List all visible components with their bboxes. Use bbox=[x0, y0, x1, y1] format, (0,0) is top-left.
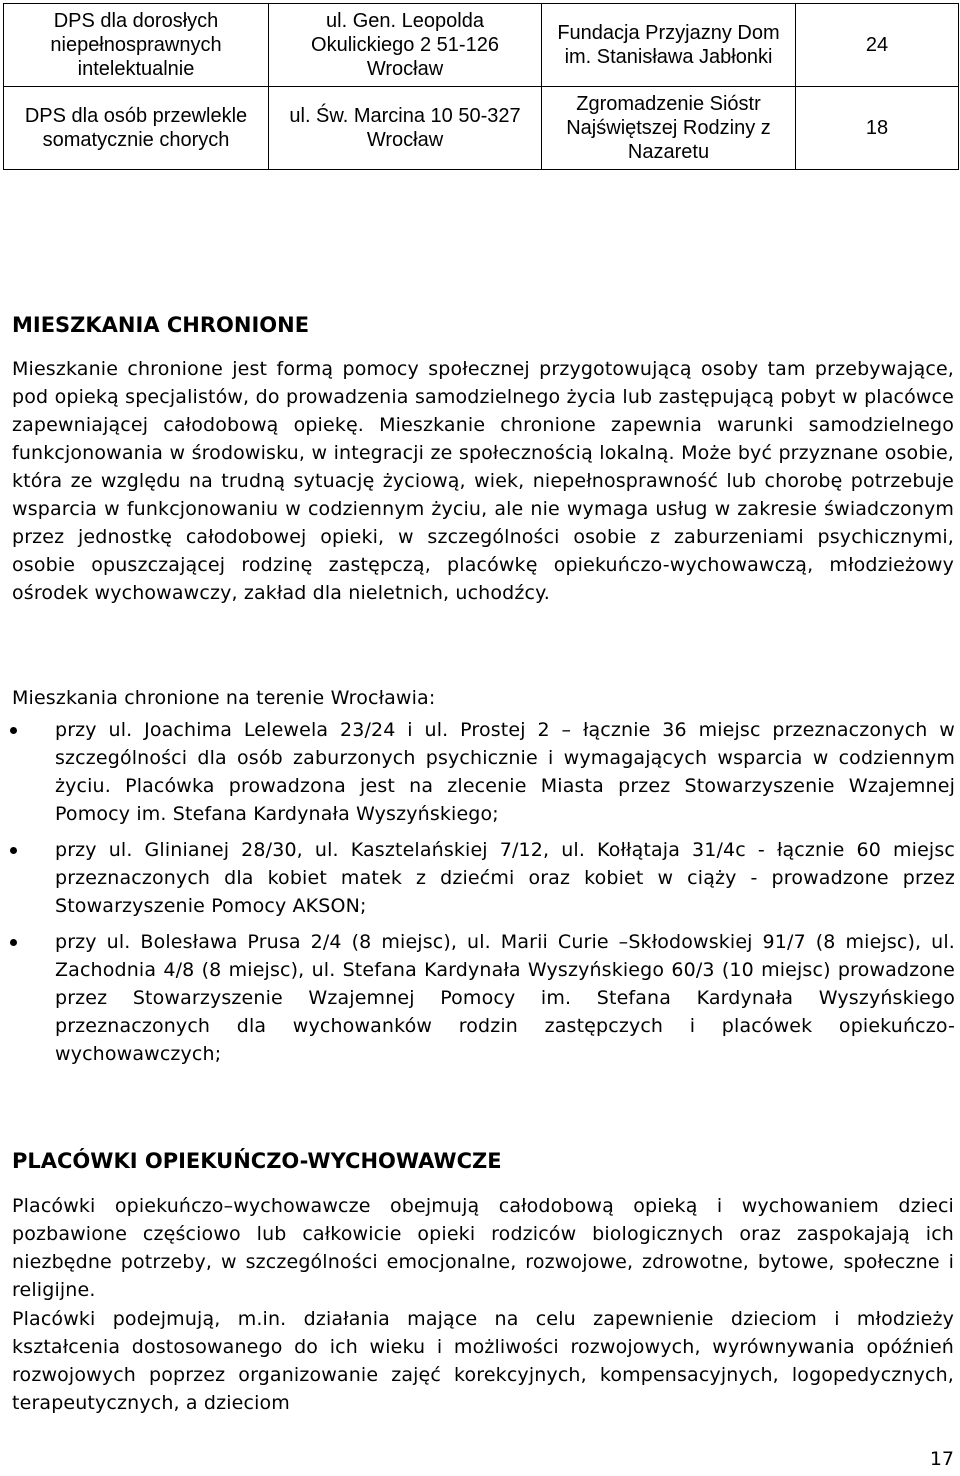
bullet-icon bbox=[10, 939, 17, 946]
section-heading-care-institutions: PLACÓWKI OPIEKUŃCZO-WYCHOWAWCZE bbox=[12, 1149, 502, 1173]
list-item bbox=[0, 716, 955, 828]
bullet-icon bbox=[10, 847, 17, 854]
places-cell: 18 bbox=[796, 87, 959, 170]
operator-cell: Fundacja Przyjazny Dom im. Stanisława Jabłonki bbox=[542, 4, 796, 87]
list-item bbox=[0, 836, 955, 920]
address-cell: ul. Gen. Leopolda Okulickiego 2 51-126 Wrocław bbox=[269, 4, 542, 87]
operator-cell: Zgromadzenie Sióstr Najświętszej Rodziny z Nazaretu bbox=[542, 87, 796, 170]
list-item-text: przy ul. Joachima Lelewela 23/24 i ul. Prostej 2 – łącznie 36 miejsc przeznaczonych w szczególności dla osób zaburzonych psychicznie i wymagających wsparcia w codziennym życiu. Placówka prowadzona jest na zlecenie Miasta przez Stowarzyszenie Wzajemnej Pomocy im. Stefana Kardynała Wyszyńskiego; bbox=[55, 719, 955, 825]
address-cell: ul. Św. Marcina 10 50-327 Wrocław bbox=[269, 87, 542, 170]
care-institutions-description: Placówki opiekuńczo–wychowawcze obejmują całodobową opieką i wychowaniem dzieci pozbawione częściowo lub całkowicie opieki rodziców biologicznych oraz zaspokajają ich niezbędne potrzeby, w szczególności emocjonalne, rozwojowe, zdrowotne, bytowe, społeczne i religijne. bbox=[12, 1195, 954, 1301]
table-row bbox=[4, 4, 959, 87]
care-homes-table bbox=[3, 3, 959, 170]
facility-type-cell: DPS dla dorosłych niepełnosprawnych intelektualnie bbox=[4, 4, 269, 87]
section-heading-sheltered-housing: MIESZKANIA CHRONIONE bbox=[12, 313, 310, 337]
places-cell: 24 bbox=[796, 4, 959, 87]
bullet-icon bbox=[10, 727, 17, 734]
facility-type-cell: DPS dla osób przewlekle somatycznie chorych bbox=[4, 87, 269, 170]
table-row bbox=[4, 87, 959, 170]
care-institutions-activities: Placówki podejmują, m.in. działania mające na celu zapewnienie dzieciom i młodzieży kształcenia dostosowanego do ich wieku i możliwości rozwojowych, wyrównywania opóźnień rozwojowych poprzez organizowanie zajęć korekcyjnych, kompensacyjnych, logopedycznych, terapeutycznych, a dzieciom bbox=[12, 1308, 954, 1414]
sheltered-housing-description: Mieszkanie chronione jest formą pomocy społecznej przygotowującą osoby tam przebywające, pod opieką specjalistów, do prowadzenia samodzielnego życia lub zastępującą pobyt w placówce zapewniającej całodobową opiekę. Mieszkanie chronione zapewnia warunki samodzielnego funkcjonowania w środowisku, w integracji ze społecznością lokalną. Może być przyznane osobie, która ze względu na trudną sytuację życiową, wiek, niepełnosprawność lub chorobę potrzebuje wsparcia w funkcjonowaniu w codziennym życiu, ale nie wymaga usług w zakresie świadczonym przez jednostkę całodobowej opieki, w szczególności osobie z zaburzeniami psychicznymi, osobie opuszczającej rodzinę zastępczą, placówkę opiekuńczo-wychowawczą, młodzieżowy ośrodek wychowawczy, zakład dla nieletnich, uchodźcy. bbox=[12, 358, 954, 604]
sheltered-housing-list bbox=[0, 716, 955, 1076]
page-number: 17 bbox=[929, 1448, 954, 1470]
sheltered-housing-list-intro: Mieszkania chronione na terenie Wrocławia: bbox=[12, 687, 436, 709]
list-item-text: przy ul. Glinianej 28/30, ul. Kasztelańskiej 7/12, ul. Kołłątaja 31/4c - łącznie 60 miejsc przeznaczonych dla kobiet matek z dziećmi oraz kobiet w ciąży - prowadzone przez Stowarzyszenie Pomocy AKSON; bbox=[55, 839, 955, 917]
list-item bbox=[0, 928, 955, 1068]
list-item-text: przy ul. Bolesława Prusa 2/4 (8 miejsc), ul. Marii Curie –Skłodowskiej 91/7 (8 miejsc), ul. Zachodnia 4/8 (8 miejsc), ul. Stefana Kardynała Wyszyńskiego 60/3 (10 miejsc) prowadzone przez Stowarzyszenie Wzajemnej Pomocy im. Stefana Kardynała Wyszyńskiego przeznaczonych dla wychowanków rodzin zastępczych i placówek opiekuńczo-wychowawczych; bbox=[55, 931, 955, 1065]
